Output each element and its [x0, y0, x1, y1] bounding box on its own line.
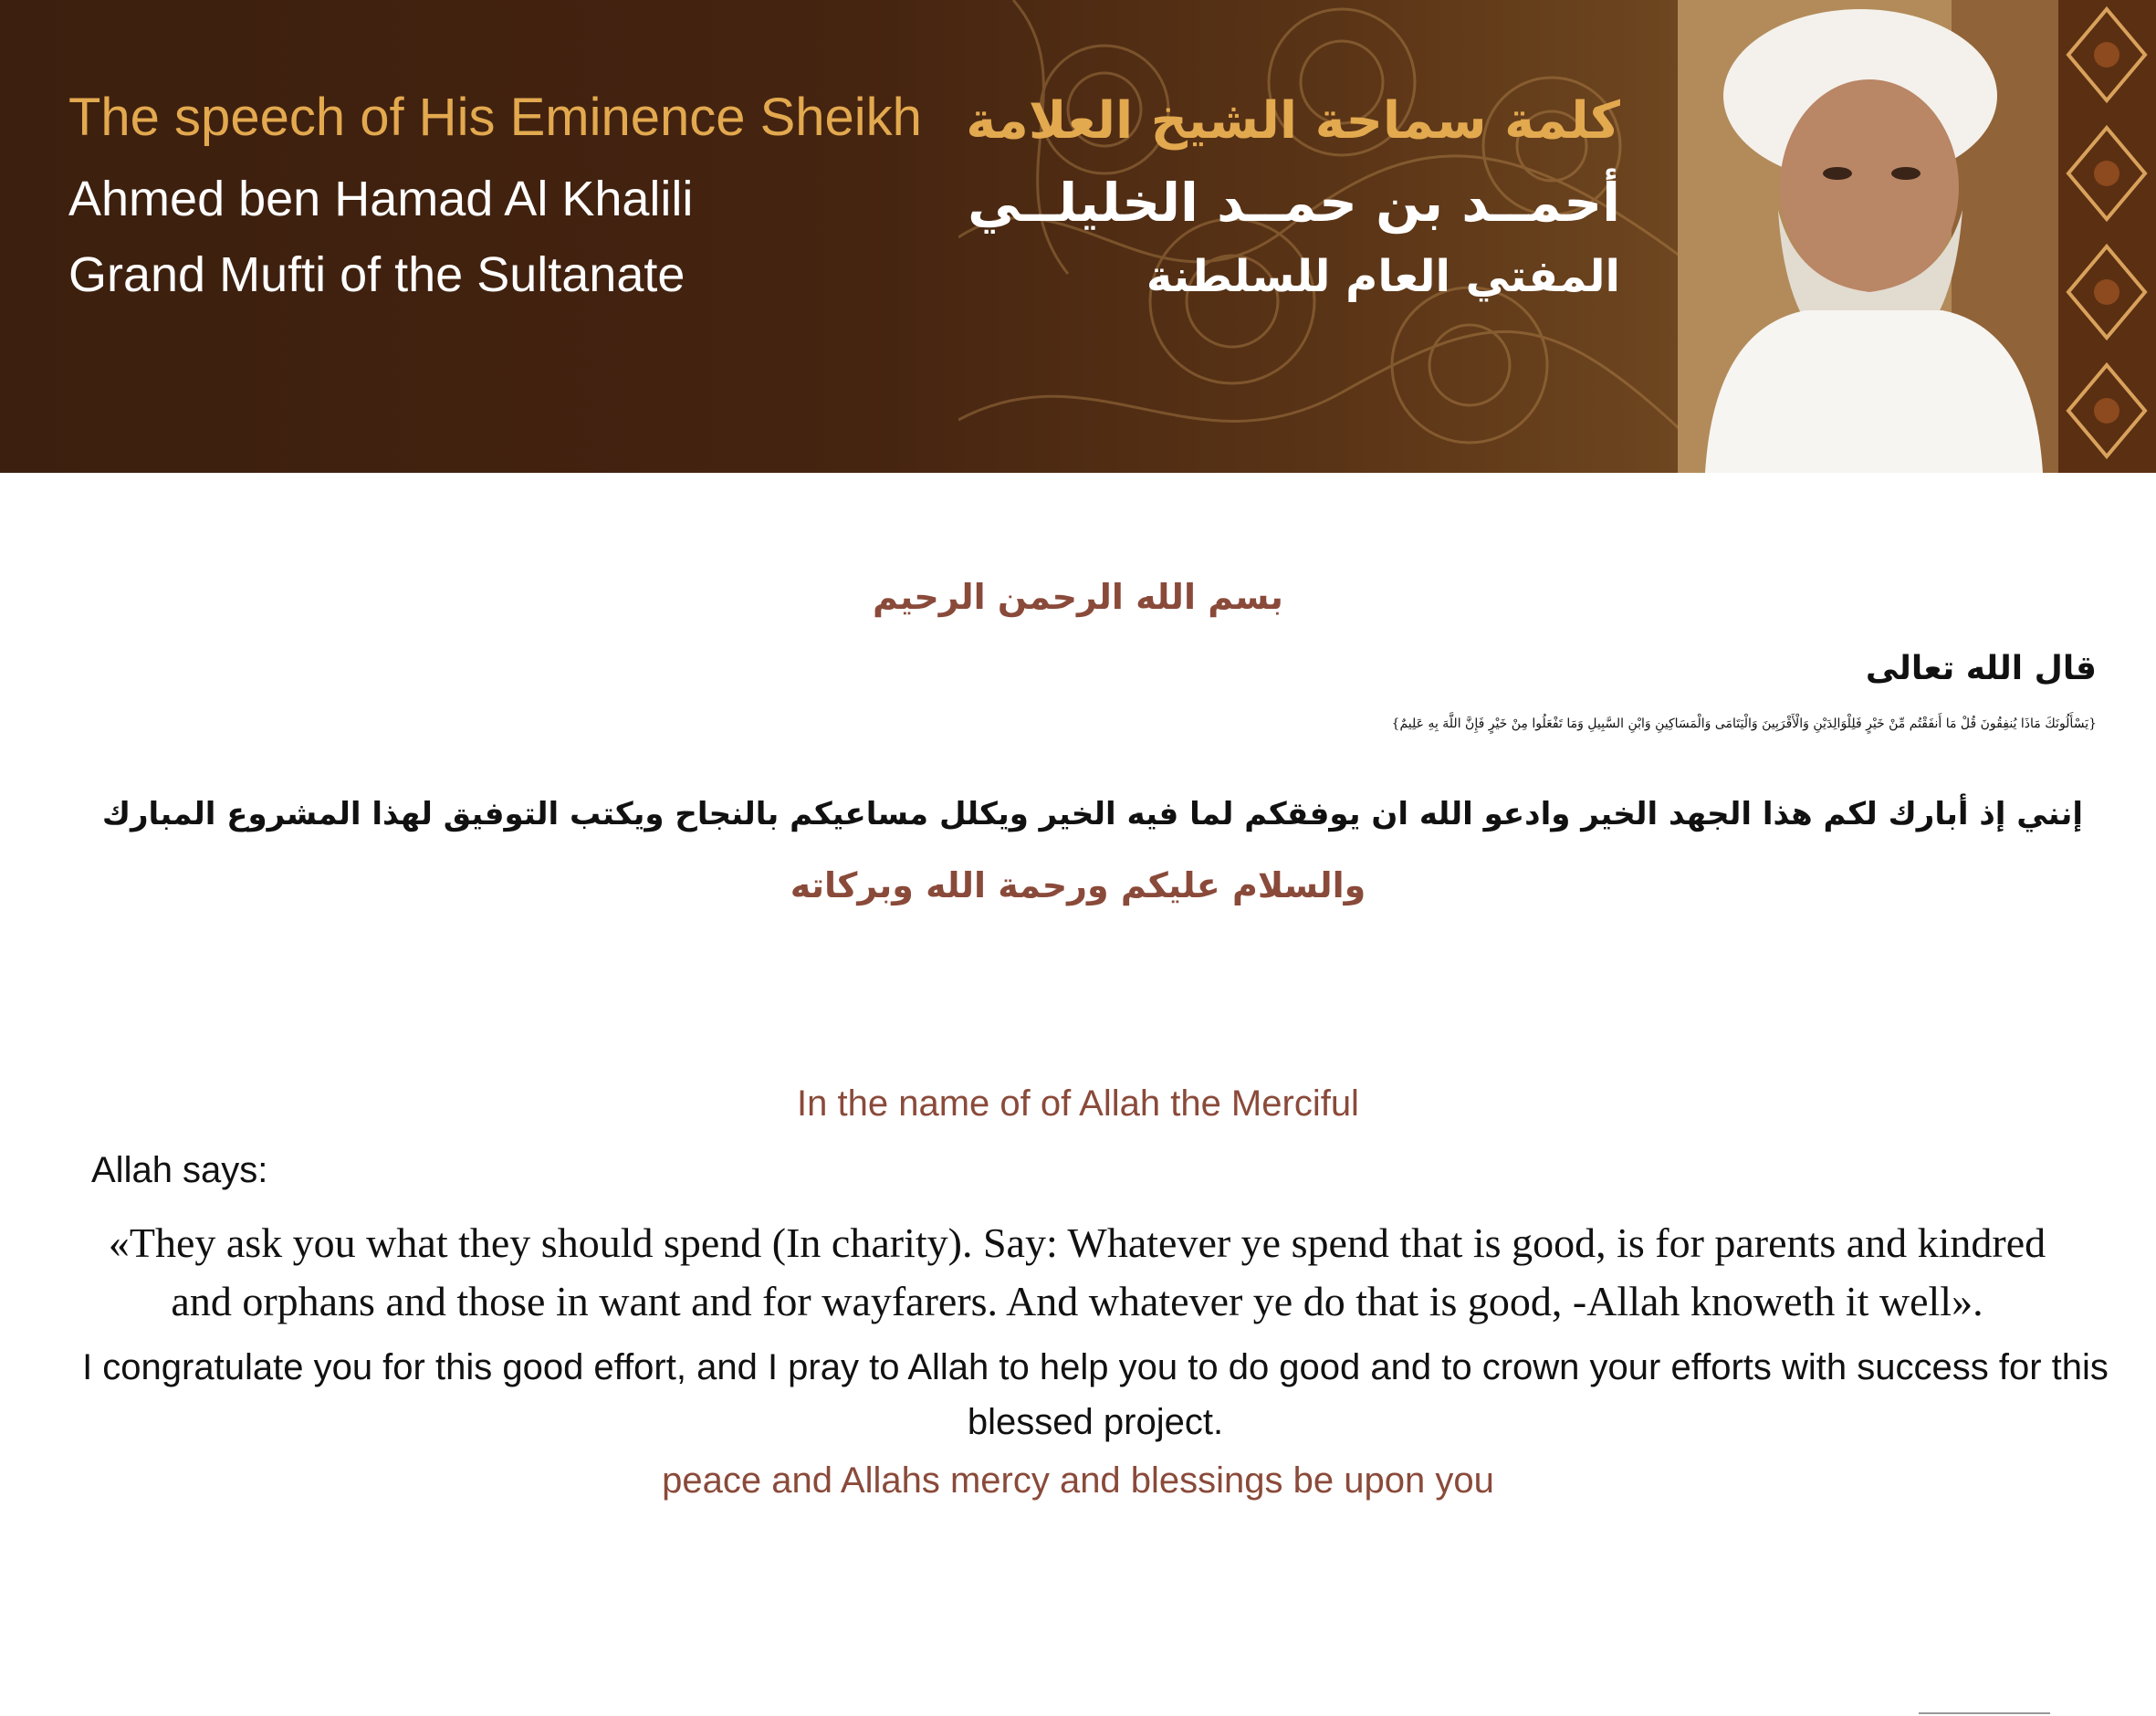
title-en-line2: Ahmed ben Hamad Al Khalili — [68, 172, 694, 226]
congratulation-english: I congratulate you for this good effort, and I pray to Allah to help you to do good and to crown your efforts with success for this blessed project. — [82, 1347, 2109, 1442]
basmala-english: In the name of of Allah the Merciful — [797, 1083, 1359, 1124]
basmala-arabic: بسم الله الرحمن الرحيم — [873, 577, 1283, 617]
arabesque-ornament — [958, 0, 1680, 473]
congratulation-arabic: إنني إذ أبارك لكم هذا الجهد الخير وادعو الله ان يوفقكم لما فيه الخير ويكلل مساعيكم بالنجاح ويكتب التوفيق لهذا المشروع المبارك — [101, 796, 2083, 832]
header-banner — [0, 0, 2156, 473]
allah-says-english: Allah says: — [91, 1150, 268, 1190]
quran-verse-arabic: {يَسْأَلُونَكَ مَاذَا يُنفِقُونَ قُلْ مَا أَنفَقْتُم مِّنْ خَيْرٍ فَلِلْوَالِدَيْنِ وَالْأَقْرَبِينَ وَالْيَتَامَى وَالْمَسَاكِينِ وَابْنِ السَّبِيلِ وَمَا تَفْعَلُوا مِنْ خَيْرٍ فَإِنَّ اللَّهَ بِهِ عَلِيمٌ} — [1391, 717, 2097, 731]
salam-english: peace and Allahs mercy and blessings be upon you — [662, 1460, 1494, 1501]
decorative-border-strip — [2058, 0, 2156, 473]
quran-verse-english: «They ask you what they should spend (In charity). Say: Whatever ye spend that is good, is for parents and kindred and orphans and those in want and for wayfarers. And whatever ye do that is good, -Allah knoweth it well». — [108, 1219, 2046, 1324]
sheikh-portrait — [1678, 0, 2059, 473]
title-en-line1: The speech of His Eminence Sheikh — [68, 88, 922, 147]
qal-allah-arabic: قال الله تعالى — [1865, 650, 2097, 687]
title-en-line3: Grand Mufti of the Sultanate — [68, 247, 686, 302]
title-ar-line1: كلمة سماحة الشيخ العلامة — [966, 91, 1620, 151]
footer-rule — [1919, 1712, 2050, 1714]
title-ar-line2: أحمــد بن حمــد الخليلــي — [968, 172, 1620, 234]
salam-arabic: والسلام عليكم ورحمة الله وبركاته — [790, 865, 1366, 905]
title-ar-line3: المفتي العام للسلطنة — [1146, 251, 1620, 302]
